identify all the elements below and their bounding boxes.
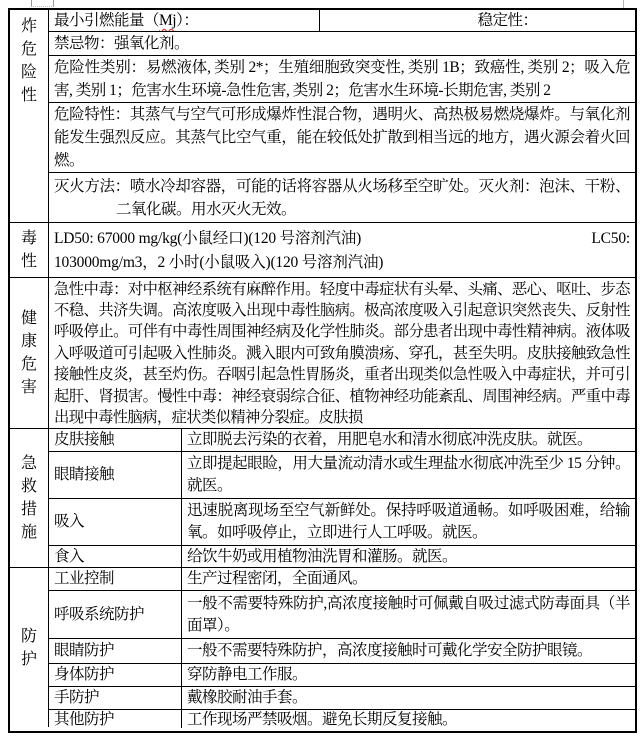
ingestion-text: 给饮牛奶或用植物油洗胃和灌肠。就医。 bbox=[187, 548, 458, 565]
other-protection-label: 其他防护 bbox=[54, 710, 115, 728]
cell-hand-protection-label bbox=[49, 687, 182, 709]
other-protection-text: 工作现场严禁吸烟。避免长期反复接触。 bbox=[187, 710, 458, 728]
cell-eye-protection-label bbox=[49, 639, 182, 663]
row-ingestion bbox=[49, 546, 635, 568]
cell-eye-contact-text bbox=[182, 452, 635, 498]
engineering-control-text: 生产过程密闭，全面通风。 bbox=[187, 570, 368, 587]
cell-other-protection-label bbox=[49, 710, 182, 728]
cell-other-protection-text bbox=[182, 710, 635, 728]
row-fire-fighting bbox=[49, 173, 635, 222]
eye-contact-label: 眼睛接触 bbox=[54, 466, 115, 483]
hazard-characteristics-text: 危险特性：其蒸气与空气可形成爆炸性混合物，遇明火、高热极易燃烧爆炸。与氧化剂能发生强烈反应。其蒸气比空气重，能在较低处扩散到相当远的地方，遇火源会着火回燃。 bbox=[54, 106, 630, 169]
health-hazard-text: 急性中毒：对中枢神经系统有麻醉作用。轻度中毒症状有头晕、头痛、恶心、呕吐、步态不稳、共济失调。高浓度吸入出现中毒性脑病。极高浓度吸入引起意识突然丧失、反射性呼吸停止。可伴有中毒性周围神经病及化学性肺炎。部分患者出现中毒性精神病。液体吸入呼吸道可引起吸入性肺炎。溅入眼内可致角膜溃疡、穿孔，甚至失明。皮肤接触致急性接触性皮炎，甚至灼伤。吞咽引起急性胃肠炎，重者出现类似急性吸入中毒症状，并可引起肝、肾损害。慢性中毒：神经衰弱综合征、植物神经功能紊乱、周围神经病。严重中毒出现中毒性脑病，症状类似精神分裂症。皮肤损 bbox=[54, 280, 630, 427]
section-protection bbox=[10, 567, 635, 727]
fire-fighting-text: 灭火方法：喷水冷却容器，可能的话将容器从火场移至空旷处。灭火剂：泡沫、干粉、二氧化碳。用水灭火无效。 bbox=[54, 177, 630, 218]
section-label-protection bbox=[10, 568, 49, 727]
incompatibilities-text: 禁忌物：强氧化剂。 bbox=[54, 35, 190, 52]
row-hand-protection bbox=[49, 687, 635, 710]
section-label-text: 急救措施 bbox=[20, 455, 37, 541]
misspelled-term: Mj bbox=[159, 12, 177, 29]
ld50-value: LD50: 67000 mg/kg(小鼠经口)(120 号溶剂汽油) bbox=[54, 230, 362, 247]
eye-contact-text: 立即提起眼睑，用大量流动清水或生理盐水彻底冲洗至少 15 分钟。就医。 bbox=[187, 455, 630, 494]
section-first-aid bbox=[10, 428, 635, 567]
cell-respiratory-protection-text bbox=[182, 591, 635, 638]
row-min-ignition-stability bbox=[49, 10, 635, 32]
cell-engineering-control-text bbox=[182, 568, 635, 590]
cell-toxicity-values bbox=[49, 223, 635, 278]
inhalation-text: 迅速脱离现场至空气新鲜处。保持呼吸道通畅。如呼吸困难，给输氧。如呼吸停止，立即进行人工呼吸。就医。 bbox=[187, 502, 630, 541]
cell-inhalation-text bbox=[182, 499, 635, 545]
row-respiratory-protection bbox=[49, 591, 635, 639]
section-label-text: 防护 bbox=[20, 627, 37, 668]
cell-hand-protection-text bbox=[182, 687, 635, 709]
row-eye-contact bbox=[49, 452, 635, 499]
row-inhalation bbox=[49, 499, 635, 546]
cell-ingestion-label bbox=[49, 546, 182, 568]
respiratory-protection-text: 一般不需要特殊防护,高浓度接触时可佩戴自吸过滤式防毒面具（半面罩）。 bbox=[187, 594, 630, 634]
cell-eye-protection-text bbox=[182, 639, 635, 663]
inhalation-label: 吸入 bbox=[54, 513, 85, 530]
section-explosion-hazard bbox=[10, 10, 635, 222]
row-other-protection bbox=[49, 710, 635, 728]
cell-fire-fighting bbox=[49, 173, 635, 222]
section-toxicity bbox=[10, 222, 635, 277]
row-hazard-characteristics bbox=[49, 103, 635, 173]
row-toxicity-values bbox=[49, 223, 635, 278]
eye-protection-label: 眼睛防护 bbox=[54, 642, 115, 659]
cell-skin-contact-label bbox=[49, 429, 182, 451]
lc50-value: 103000mg/m3，2 小时(小鼠吸入)(120 号溶剂汽油) bbox=[54, 254, 384, 271]
cell-min-ignition-energy[interactable] bbox=[49, 10, 320, 31]
eye-protection-text: 一般不需要特殊防护，高浓度接触时可戴化学安全防护眼镜。 bbox=[187, 642, 593, 659]
cell-skin-contact-text bbox=[182, 429, 635, 451]
row-incompatibilities bbox=[49, 32, 635, 56]
hand-protection-label: 手防护 bbox=[54, 689, 100, 706]
msds-table bbox=[8, 8, 637, 733]
cut-row-artifact-right bbox=[623, 0, 624, 8]
respiratory-protection-label: 呼吸系统防护 bbox=[54, 605, 145, 623]
section-label-text: 炸危险性 bbox=[20, 18, 37, 104]
cell-health-hazard bbox=[49, 278, 635, 429]
ingestion-label: 食入 bbox=[54, 548, 85, 565]
section-label-text: 毒性 bbox=[20, 230, 37, 270]
min-ignition-energy-label: 最小引燃能量（Mj）： bbox=[54, 12, 199, 29]
hand-protection-text: 戴橡胶耐油手套。 bbox=[187, 689, 308, 706]
section-label-toxicity bbox=[10, 223, 49, 277]
cell-hazard-classification bbox=[49, 56, 635, 102]
section-label-explosion-hazard bbox=[10, 10, 49, 222]
skin-contact-label: 皮肤接触 bbox=[54, 431, 115, 448]
cell-engineering-control-label bbox=[49, 568, 182, 590]
section-label-text: 健康危害 bbox=[20, 310, 37, 396]
cell-body-protection-text bbox=[182, 664, 635, 686]
engineering-control-label: 工业控制 bbox=[54, 570, 115, 587]
row-hazard-classification bbox=[49, 56, 635, 103]
section-label-health-hazard bbox=[10, 278, 49, 428]
cell-eye-contact-label bbox=[49, 452, 182, 498]
lc50-label: LC50: bbox=[591, 230, 630, 247]
cell-ingestion-text bbox=[182, 546, 635, 568]
body-protection-label: 身体防护 bbox=[54, 666, 115, 683]
cell-body-protection-label bbox=[49, 664, 182, 686]
section-label-first-aid bbox=[10, 429, 49, 567]
cell-incompatibilities bbox=[49, 32, 635, 55]
row-body-protection bbox=[49, 664, 635, 687]
row-engineering-control bbox=[49, 568, 635, 591]
row-eye-protection bbox=[49, 639, 635, 664]
row-skin-contact bbox=[49, 429, 635, 452]
hazard-classification-text: 危险性类别：易燃液体, 类别 2*；生殖细胞致突变性, 类别 1B；致癌性, 类别 2；吸入危害, 类别 1；危害水生环境-急性危害, 类别 2；危害水生环境-长期危害, 类别 2 bbox=[54, 59, 630, 99]
cell-hazard-characteristics bbox=[49, 103, 635, 172]
skin-contact-text: 立即脱去污染的衣着，用肥皂水和清水彻底冲洗皮肤。就医。 bbox=[187, 431, 593, 448]
cut-row-artifact-left bbox=[31, 0, 54, 7]
section-health-hazard bbox=[10, 277, 635, 428]
body-protection-text: 穿防静电工作服。 bbox=[187, 666, 308, 683]
row-health-hazard bbox=[49, 278, 635, 429]
cell-respiratory-protection-label bbox=[49, 591, 182, 638]
cell-inhalation-label bbox=[49, 499, 182, 545]
stability-text: 稳定性： bbox=[477, 12, 538, 29]
cell-stability[interactable] bbox=[320, 10, 635, 31]
